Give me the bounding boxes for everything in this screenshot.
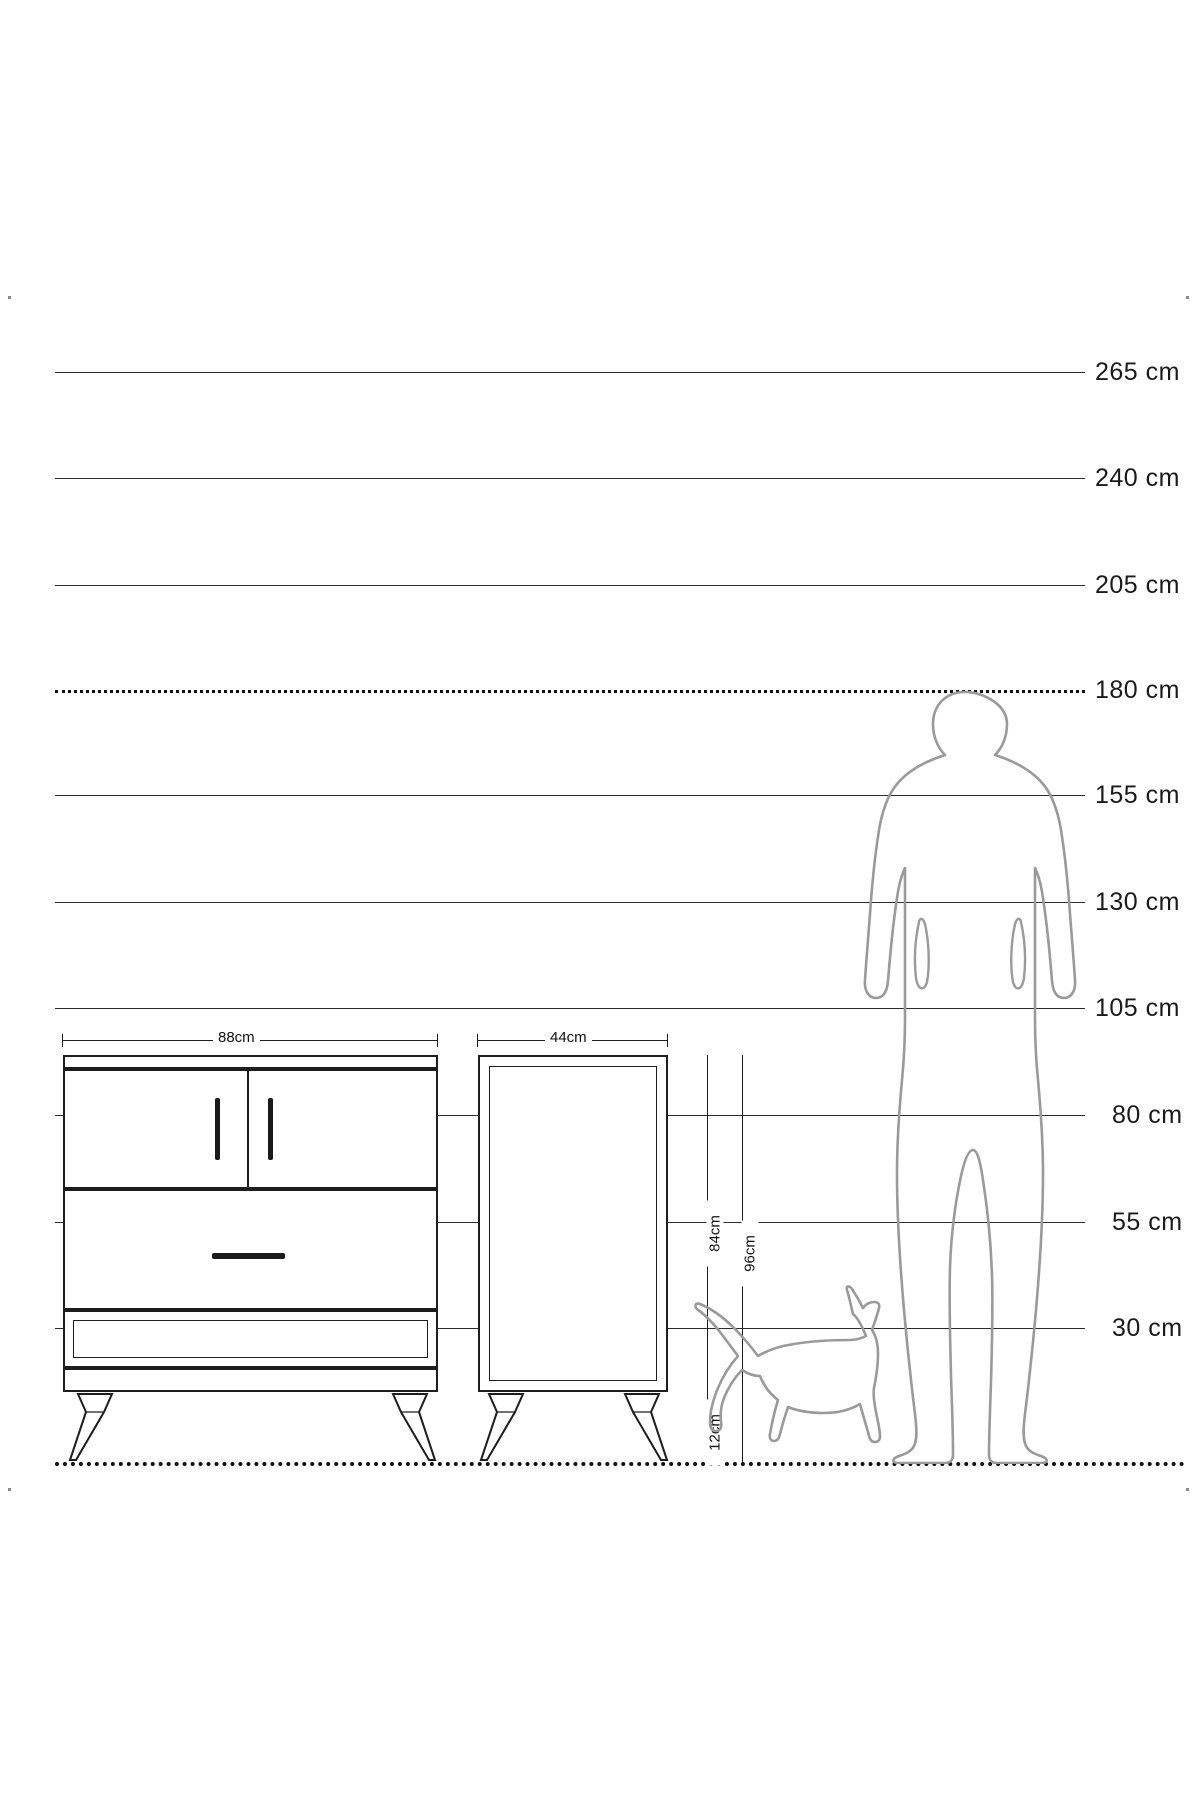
dimension-label-44cm: 44cm [545,1029,592,1046]
door-handle-left[interactable] [215,1098,220,1160]
cabinet-door-section [63,1069,438,1189]
dimension-cap-right [667,1034,668,1047]
dimension-label-96cm: 96cm [742,1221,759,1287]
registration-dot [8,1488,11,1491]
scale-label-80: 80 cm [1112,1101,1183,1129]
cabinet-drawer[interactable] [63,1189,438,1310]
dimension-cap-right [437,1034,438,1047]
scale-label-130: 130 cm [1095,888,1180,916]
registration-dot [1186,1488,1189,1491]
scale-label-55: 55 cm [1112,1208,1183,1236]
dimension-label-12cm: 12cm [707,1400,724,1466]
scale-label-30: 30 cm [1112,1314,1183,1342]
scale-label-180: 180 cm [1095,676,1180,704]
cabinet-legs [60,1392,445,1464]
scale-label-240: 240 cm [1095,464,1180,492]
tall-cabinet-door[interactable] [489,1066,657,1381]
drawer-handle[interactable] [212,1253,285,1259]
cabinet-top-panel [63,1055,438,1069]
scale-line-265 [55,372,1085,373]
scale-label-105: 105 cm [1095,994,1180,1022]
scale-label-265: 265 cm [1095,358,1180,386]
door-handle-right[interactable] [268,1098,273,1160]
scale-line-205 [55,585,1085,586]
dimension-cap-left [62,1034,63,1047]
scale-label-155: 155 cm [1095,781,1180,809]
scale-line-240 [55,478,1085,479]
dimension-label-88cm: 88cm [213,1029,260,1046]
cabinet-door-divider [247,1069,249,1189]
dimension-cap-left [477,1034,478,1047]
tall-cabinet-legs [475,1392,675,1464]
registration-dot [1186,296,1189,299]
dimension-label-84cm: 84cm [707,1201,724,1267]
cat-figure-silhouette [690,1270,890,1470]
registration-dot [8,296,11,299]
cabinet-bottom-rail [63,1368,438,1392]
scale-label-205: 205 cm [1095,571,1180,599]
cabinet-base-inset [73,1320,428,1358]
